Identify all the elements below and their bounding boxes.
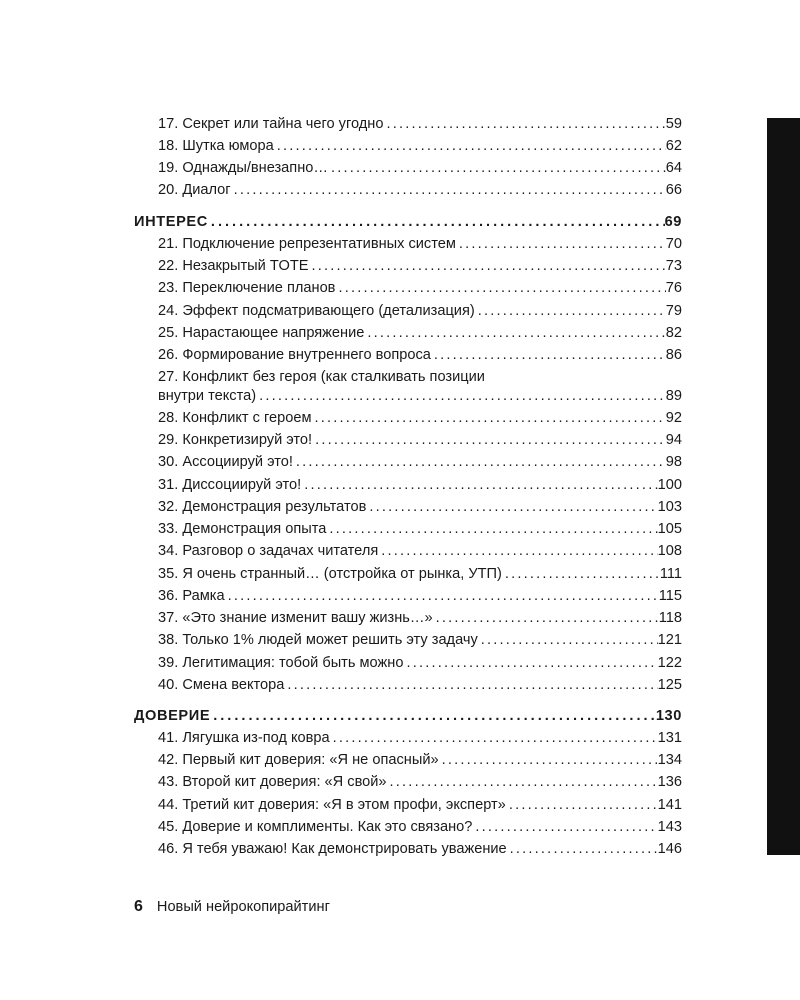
toc-entry-title: 41. Лягушка из-под ковра (158, 730, 330, 746)
dot-leader (326, 519, 657, 539)
dot-leader (478, 630, 658, 650)
toc-entry[interactable] (158, 475, 682, 495)
toc-entry-title: 17. Секрет или тайна чего угодно (158, 116, 384, 132)
dot-leader (403, 653, 657, 673)
toc-entry-title: 42. Первый кит доверия: «Я не опасный» (158, 752, 439, 768)
toc-page-number: 136 (657, 774, 682, 790)
toc-page-number: 89 (665, 388, 682, 404)
page-number: 6 (134, 898, 143, 915)
toc-entry[interactable] (158, 653, 682, 673)
toc-entry-title: 26. Формирование внутреннего вопроса (158, 347, 431, 363)
toc-entry[interactable] (158, 301, 682, 321)
toc-entry[interactable] (158, 430, 682, 450)
dot-leader (383, 114, 665, 134)
toc-entry-title: ДОВЕРИЕ (134, 708, 211, 724)
toc-entry-title: ИНТЕРЕС (134, 214, 208, 230)
toc-entry-title: 30. Ассоциируй это! (158, 454, 293, 470)
toc-entry-title: 43. Второй кит доверия: «Я свой» (158, 774, 387, 790)
toc-page-number: 79 (665, 303, 682, 319)
toc-page-number: 121 (657, 632, 682, 648)
toc-entry[interactable] (158, 839, 682, 859)
dot-leader (431, 345, 666, 365)
toc-entry-title: 35. Я очень странный… (отстройка от рынка, УТП) (158, 566, 502, 582)
dot-leader (293, 452, 666, 472)
toc-section-trust[interactable] (134, 706, 682, 726)
toc-page-number: 73 (665, 258, 682, 274)
toc-entry-title: 20. Диалог (158, 182, 231, 198)
toc-page-number: 108 (657, 543, 682, 559)
toc-page-number: 103 (657, 499, 682, 515)
toc-page-number: 105 (657, 521, 682, 537)
dot-leader (456, 234, 666, 254)
toc-entry-title: 18. Шутка юмора (158, 138, 274, 154)
toc-entry-title: 46. Я тебя уважаю! Как демонстрировать уважение (158, 841, 507, 857)
toc-entry-title: 28. Конфликт с героем (158, 410, 312, 426)
toc-entry[interactable] (158, 180, 682, 200)
dot-leader (312, 408, 666, 428)
toc-entry-title: 29. Конкретизируй это! (158, 432, 313, 448)
toc-entry-title: 34. Разговор о задачах читателя (158, 543, 379, 559)
toc-page-number: 111 (659, 566, 682, 582)
toc-entry[interactable] (158, 408, 682, 428)
toc-entry[interactable] (158, 158, 682, 178)
dot-leader (439, 750, 658, 770)
side-index-tab (767, 118, 800, 855)
toc-entry[interactable] (158, 817, 682, 837)
toc-entry[interactable] (158, 452, 682, 472)
toc-entry[interactable] (158, 564, 682, 584)
dot-leader (506, 795, 658, 815)
dot-leader (502, 564, 660, 584)
dot-leader (256, 386, 666, 406)
toc-entry-title: 39. Легитимация: тобой быть можно (158, 655, 404, 671)
dot-leader (364, 323, 665, 343)
toc-page-number: 122 (657, 655, 682, 671)
toc-entry-title: 45. Доверие и комплименты. Как это связано? (158, 819, 473, 835)
toc-entry-title: 40. Смена вектора (158, 677, 285, 693)
dot-leader (330, 728, 658, 748)
toc-entry-title: 24. Эффект подсматривающего (детализация) (158, 303, 475, 319)
dot-leader (378, 541, 657, 561)
dot-leader (309, 256, 666, 276)
toc-page-number: 131 (657, 730, 682, 746)
toc-page-number: 76 (665, 280, 682, 296)
toc-page-number: 118 (658, 610, 682, 626)
toc-entry-title: 25. Нарастающее напряжение (158, 325, 365, 341)
toc-page-number: 143 (657, 819, 682, 835)
toc-entry[interactable] (158, 278, 682, 298)
toc-page-number: 82 (665, 325, 682, 341)
toc-entry-title: внутри текста) (158, 388, 257, 404)
toc-page-number: 130 (655, 708, 682, 724)
toc-page-number: 94 (665, 432, 682, 448)
toc-entry-title: 36. Рамка (158, 588, 225, 604)
dot-leader (210, 706, 656, 726)
toc-page-number: 92 (665, 410, 682, 426)
dot-leader (208, 212, 665, 232)
dot-leader (475, 301, 666, 321)
toc-page-number: 100 (657, 477, 682, 493)
dot-leader (433, 608, 659, 628)
dot-leader (274, 136, 666, 156)
toc-page-number: 115 (658, 588, 682, 604)
toc-entry-title: 44. Третий кит доверия: «Я в этом профи, эксперт» (158, 797, 506, 813)
toc-page-number: 146 (657, 841, 682, 857)
toc-entry[interactable] (158, 136, 682, 156)
toc-entry[interactable] (158, 608, 682, 628)
toc-entry-title: 21. Подключение репрезентативных систем (158, 236, 456, 252)
toc-entry-title: 22. Незакрытый TOTE (158, 258, 309, 274)
toc-entry-title: 38. Только 1% людей может решить эту задачу (158, 632, 478, 648)
toc-section-interest[interactable] (134, 212, 682, 232)
toc-entry-title: 23. Переключение планов (158, 280, 336, 296)
toc-entry[interactable] (158, 386, 682, 406)
book-title: Новый нейрокопирайтинг (156, 899, 330, 915)
toc-page-number: 70 (665, 236, 682, 252)
toc-entry[interactable] (158, 519, 682, 539)
toc-entry[interactable] (158, 234, 682, 254)
toc-entry[interactable] (158, 586, 682, 606)
toc-page-number: 69 (664, 214, 682, 230)
dot-leader (301, 475, 657, 495)
toc-page-number: 125 (657, 677, 682, 693)
dot-leader (366, 497, 657, 517)
dot-leader (387, 772, 658, 792)
dot-leader (507, 839, 658, 859)
toc-entry[interactable] (158, 497, 682, 517)
toc-page-number: 141 (657, 797, 682, 813)
toc-page-number: 64 (665, 160, 682, 176)
toc-entry[interactable] (158, 114, 682, 134)
dot-leader (284, 675, 657, 695)
toc-page-number: 59 (665, 116, 682, 132)
toc-page-number: 134 (657, 752, 682, 768)
toc-entry-title: 31. Диссоциируй это! (158, 477, 302, 493)
toc-entry-title: 37. «Это знание изменит вашу жизнь…» (158, 610, 433, 626)
toc-page-number: 98 (665, 454, 682, 470)
dot-leader (225, 586, 659, 606)
toc-page-number: 86 (665, 347, 682, 363)
toc-entry[interactable] (158, 772, 682, 792)
dot-leader (231, 180, 666, 200)
toc-page-number: 62 (665, 138, 682, 154)
toc-entry[interactable] (158, 750, 682, 770)
toc-entry[interactable] (158, 675, 682, 695)
toc-page-number: 66 (665, 182, 682, 198)
toc-entry-title: 19. Однажды/внезапно… (158, 160, 328, 176)
toc-entry-title: 33. Демонстрация опыта (158, 521, 327, 537)
toc-entry[interactable] (158, 541, 682, 561)
toc-entry[interactable] (158, 256, 682, 276)
toc-entry[interactable] (158, 728, 682, 748)
toc-entry[interactable] (158, 795, 682, 815)
dot-leader (335, 278, 665, 298)
page-footer (134, 898, 330, 916)
toc-entry-line1[interactable]: 27. Конфликт без героя (как сталкивать позиции (158, 369, 485, 385)
dot-leader (328, 158, 666, 178)
dot-leader (472, 817, 657, 837)
toc-entry[interactable] (158, 323, 682, 343)
dot-leader (312, 430, 666, 450)
toc-entry[interactable] (158, 345, 682, 365)
toc-entry-title: 32. Демонстрация результатов (158, 499, 367, 515)
toc-entry[interactable] (158, 630, 682, 650)
